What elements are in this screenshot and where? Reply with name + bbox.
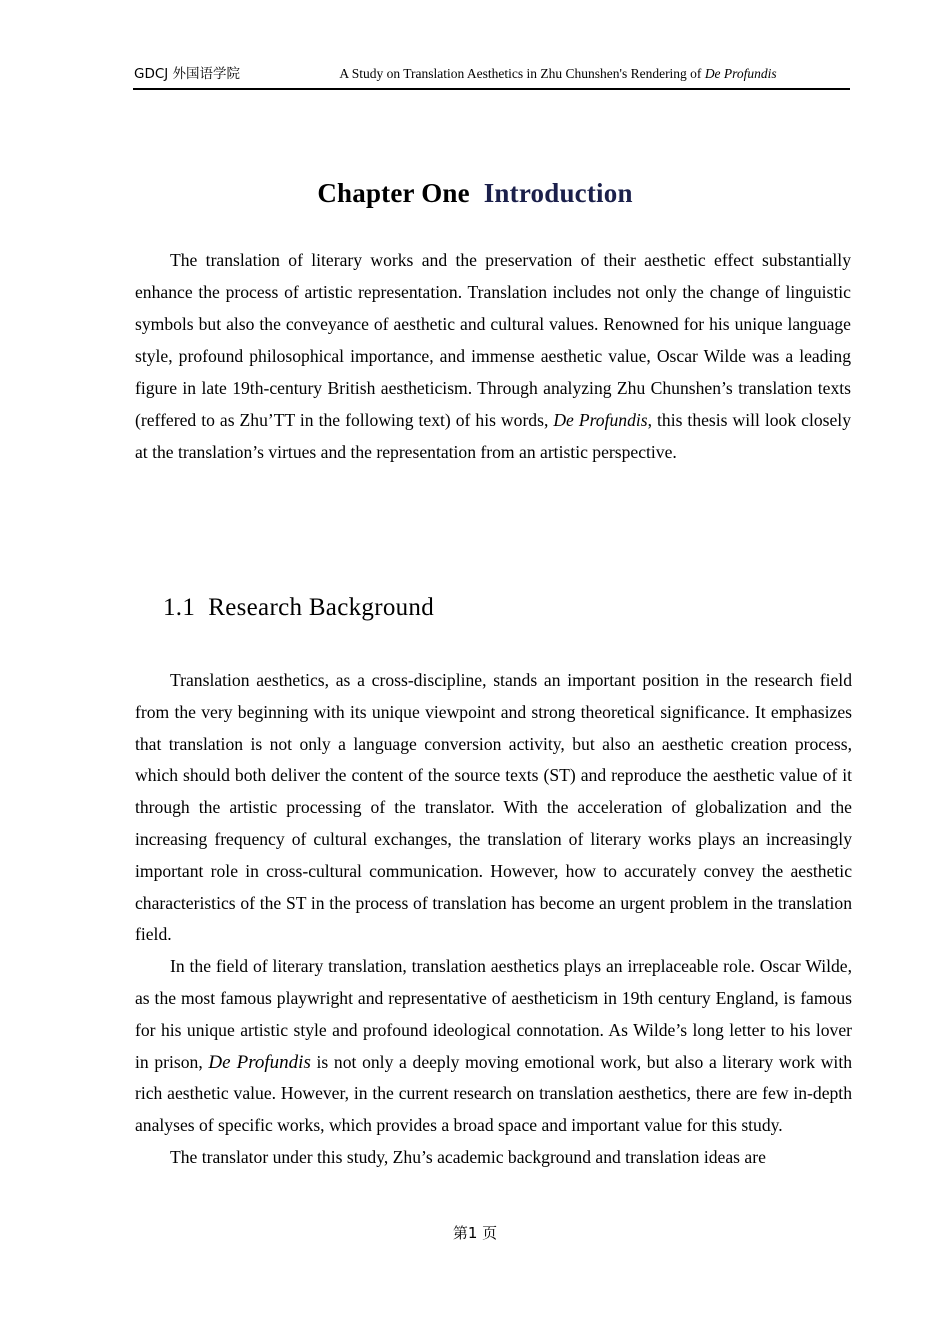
section-title: Research Background (208, 593, 435, 621)
header-thesis-title (240, 66, 850, 82)
section-number: 1.1 (163, 593, 196, 621)
header-title-italic: De Profundis (704, 66, 777, 81)
header-institution-label: GDCJ 外国语学院 (134, 66, 241, 82)
intro-text-part2: , this thesis will look closely at the translation’s virtues and the representation from an artistic perspective. (135, 410, 851, 462)
chapter-name-label: Introduction (483, 178, 633, 209)
intro-section (135, 244, 851, 468)
running-header (134, 62, 850, 88)
page-number-label: 第1 页 (452, 1224, 498, 1242)
section-paragraph-3: The translator under this study, Zhu’s academic background and translation ideas are (170, 1146, 766, 1167)
section-p2-work-title-italic: De Profundis (208, 1051, 311, 1073)
header-title-plain: A Study on Translation Aesthetics in Zhu Chunshen's Rendering of (339, 66, 705, 81)
section-p2-part2: is not only a deeply moving emotional work, but also a literary work with rich aesthetic value. However, in the current research on translation aesthetics, there are few in-depth analyses of specific works, which provides a broad space and important value for this study. (135, 1051, 853, 1136)
page-footer (0, 1222, 950, 1243)
section-paragraph-2 (135, 951, 852, 1142)
research-background-section (135, 665, 852, 1174)
section-heading-spacer (195, 594, 208, 621)
intro-paragraph (135, 244, 851, 468)
section-p2-part1: In the field of literary translation, translation aesthetics plays an irreplaceable role. Oscar Wilde, as the most famous playwright and representative of aestheticism in 19th century England, is famous for his unique artistic style and profound ideological connotation. As Wilde’s long letter to his lover in prison, (135, 956, 852, 1072)
section-heading (163, 594, 434, 622)
intro-text-part1: The translation of literary works and the preservation of their aesthetic effect substantially enhance the process of artistic representation. Translation includes not only the change of linguistic symbols but also the conveyance of aesthetic and cultural values. Renowned for his unique language style, profound philosophical importance, and immense aesthetic value, Oscar Wilde was a leading figure in late 19th-century British aestheticism. Through analyzing Zhu Chunshen’s translation texts (reffered to as Zhu’TT in the following text) of his words, (135, 250, 851, 430)
header-divider-rule (133, 88, 850, 90)
intro-work-title-italic: De Profundis (553, 410, 648, 430)
chapter-number-label: Chapter One (317, 178, 470, 209)
page-title (0, 178, 950, 209)
section-paragraph-1: Translation aesthetics, as a cross-discipline, stands an important position in the research field from the very beginning with its unique viewpoint and strong theoretical significance. It emphasizes that translation is not only a language conversion activity, but also an aesthetic creation process, which should both deliver the content of the source texts (ST) and reproduce the aesthetic value of it through the artistic processing of the translator. With the acceleration of globalization and the increasing frequency of cultural exchanges, the translation of literary works plays an increasingly important role in cross-cultural communication. However, how to accurately convey the aesthetic characteristics of the ST in the process of translation has become an urgent problem in the translation field. (135, 670, 852, 945)
title-spacer (470, 178, 484, 208)
